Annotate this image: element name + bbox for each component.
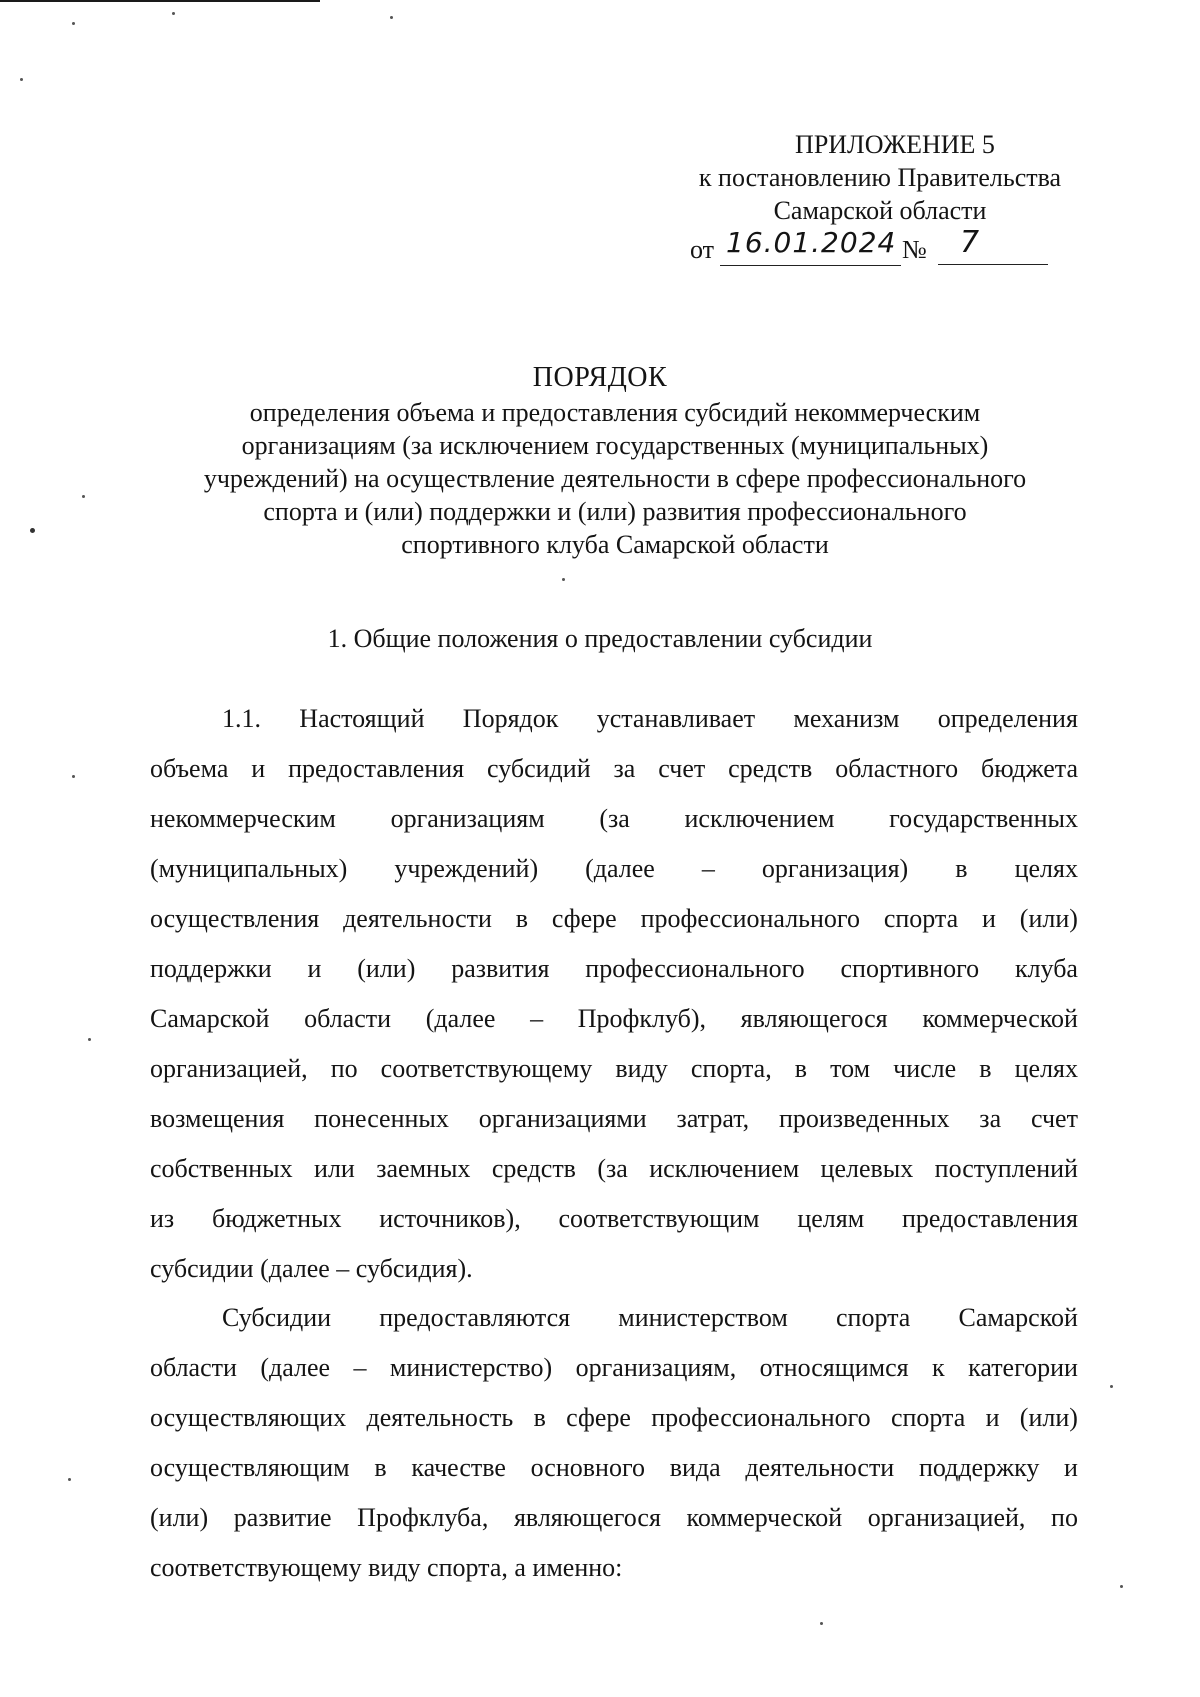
scan-speck [20, 78, 23, 81]
section-heading: 1. Общие положения о предоставлении субсидии [327, 624, 873, 653]
paragraph-line: осуществляющих деятельность в сфере профессионального спорта и (или) [150, 1403, 1078, 1432]
scan-speck [172, 12, 175, 15]
document-subtitle [140, 396, 1090, 561]
scan-speck [1120, 1585, 1123, 1588]
scan-speck [68, 1478, 71, 1481]
paragraph-line: осуществления деятельности в сфере профессионального спорта и (или) [150, 904, 1078, 933]
scan-speck [820, 1622, 823, 1625]
paragraph-line: соответствующему виду спорта, а именно: [150, 1553, 623, 1582]
paragraph-line: из бюджетных источников), соответствующим целям предоставления [150, 1204, 1078, 1233]
appendix-region-line: Самарской области [773, 196, 987, 225]
paragraph-line: поддержки и (или) развития профессионального спортивного клуба [150, 954, 1078, 983]
paragraph-line: возмещения понесенных организациями затрат, произведенных за счет [150, 1104, 1078, 1133]
subtitle-line: спорта и (или) поддержки и (или) развития профессионального [263, 497, 967, 526]
scan-speck [30, 528, 35, 533]
paragraph-1 [150, 703, 1078, 1303]
subtitle-line: учреждений) на осуществление деятельности в сфере профессионального [203, 464, 1027, 493]
resolution-date-line [690, 227, 1050, 267]
scan-speck [1110, 1385, 1113, 1388]
subtitle-line: определения объема и предоставления субсидий некоммерческим [249, 398, 981, 427]
appendix-block [600, 128, 1160, 227]
paragraph-line: организацией, по соответствующему виду спорта, в том числе в целях [150, 1054, 1078, 1083]
subtitle-line: организациям (за исключением государственных (муниципальных) [241, 431, 989, 460]
date-prefix: от [690, 235, 715, 264]
appendix-reference-line: к постановлению Правительства [698, 163, 1062, 192]
paragraph-line: Субсидии предоставляются министерством спорта Самарской [222, 1303, 1078, 1332]
number-prefix: № [902, 235, 927, 264]
appendix-title: ПРИЛОЖЕНИЕ 5 [795, 130, 995, 159]
scan-speck [390, 16, 393, 19]
scan-speck [72, 775, 75, 778]
paragraph-line: собственных или заемных средств (за исключением целевых поступлений [150, 1154, 1078, 1183]
top-border-line [0, 0, 320, 2]
document-title: ПОРЯДОК [532, 362, 668, 393]
handwritten-number: 7 [938, 221, 1048, 265]
paragraph-line: объема и предоставления субсидий за счет средств областного бюджета [150, 754, 1078, 783]
paragraph-line: области (далее – министерство) организациям, относящимся к категории [150, 1353, 1078, 1382]
paragraph-line: 1.1. Настоящий Порядок устанавливает механизм определения [222, 704, 1078, 733]
paragraph-line: (муниципальных) учреждений) (далее – организация) в целях [150, 854, 1078, 883]
scan-speck [72, 22, 75, 25]
scan-speck [82, 495, 85, 498]
subtitle-line: спортивного клуба Самарской области [401, 530, 829, 559]
paragraph-line: (или) развитие Профклуба, являющегося коммерческой организацией, по [150, 1503, 1078, 1532]
paragraph-2 [150, 1302, 1078, 1602]
paragraph-line: Самарской области (далее – Профклуб), являющегося коммерческой [150, 1004, 1078, 1033]
paragraph-line: некоммерческим организациям (за исключением государственных [150, 804, 1078, 833]
scan-speck [562, 578, 565, 581]
scan-speck [88, 1038, 91, 1041]
handwritten-date: 16.01.2024 [720, 221, 901, 266]
paragraph-line: осуществляющим в качестве основного вида деятельности поддержку и [150, 1453, 1078, 1482]
paragraph-line: субсидии (далее – субсидия). [150, 1254, 473, 1283]
